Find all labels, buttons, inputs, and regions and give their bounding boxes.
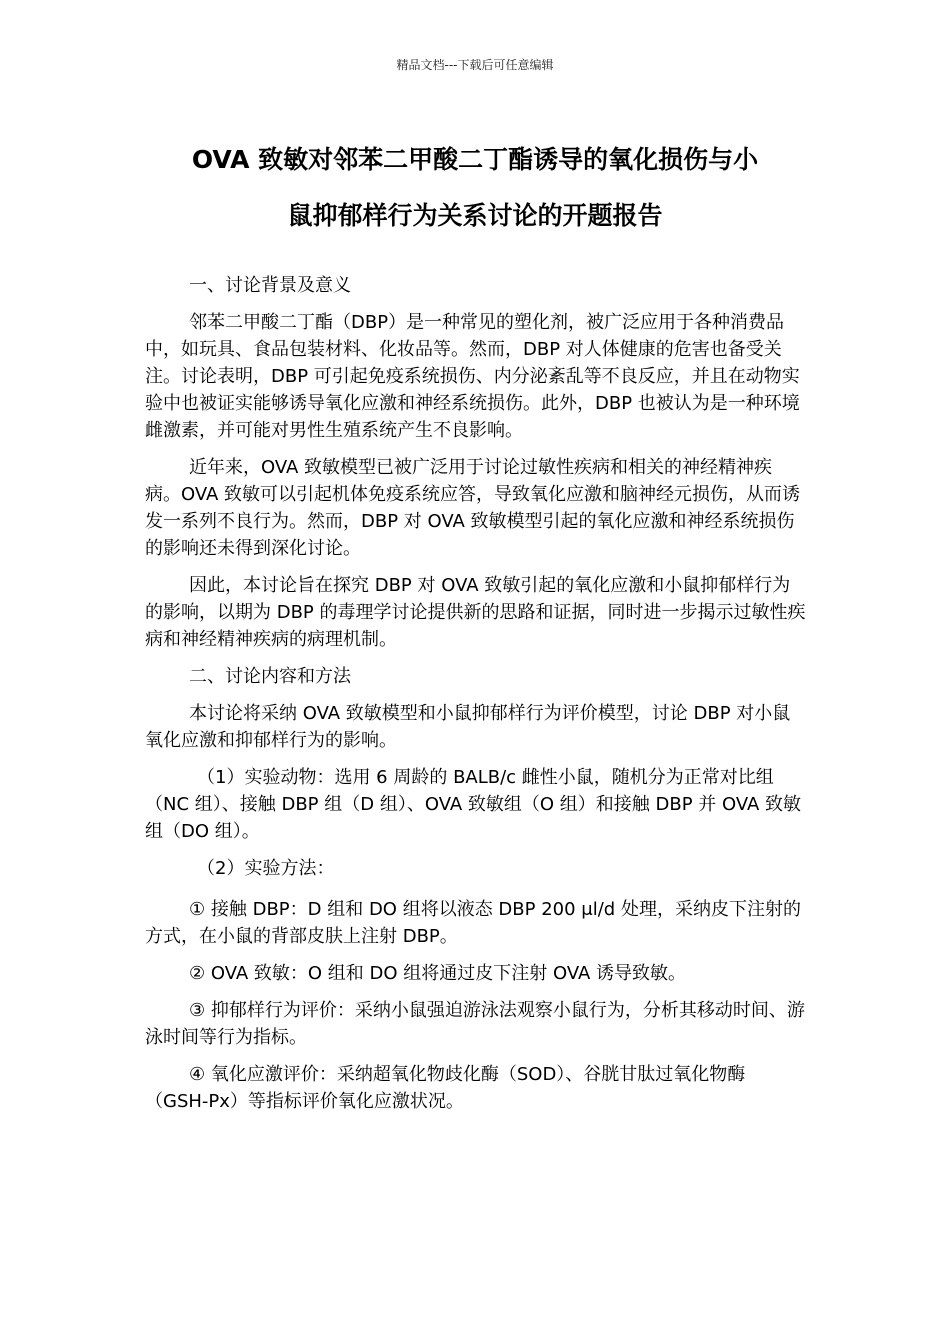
document-title-line-1: OVA 致敏对邻苯二甲酸二丁酯诱导的氧化损伤与小 <box>191 145 759 174</box>
paragraph-methods-intro: 本讨论将采纳 OVA 致敏模型和小鼠抑郁样行为评价模型，讨论 DBP 对小鼠氧化应激和抑郁样行为的影响。 <box>145 703 791 751</box>
list-item-experimental-methods: （2）实验方法： <box>197 858 335 879</box>
paragraph-dbp-overview: 邻苯二甲酸二丁酯（DBP）是一种常见的塑化剂，被广泛应用于各种消费品中，如玩具、食品包装材料、化妆品等。然而，DBP 对人体健康的危害也备受关注。讨论表明，DBP 可引起免疫系统损伤、内分泌紊乱等不良反应，并且在动物实验中也被证实能够诱导氧化应激和神经系统损伤。此外，DBP 也被认为是一种环境雌激素，并可能对男性生殖系统产生不良影响。 <box>145 312 800 441</box>
method-item-oxidative-stress-evaluation: ④ 氧化应激评价：采纳超氧化物歧化酶（SOD）、谷胱甘肽过氧化物酶（GSH-Px）等指标评价氧化应激状况。 <box>145 1064 746 1112</box>
list-item-experimental-animals: （1）实验动物：选用 6 周龄的 BALB/c 雌性小鼠，随机分为正常对比组（NC 组）、接触 DBP 组（D 组）、OVA 致敏组（O 组）和接触 DBP 并 OVA 致敏组（DO 组）。 <box>145 767 802 842</box>
method-item-ova-sensitization: ② OVA 致敏：O 组和 DO 组将通过皮下注射 OVA 诱导致敏。 <box>189 963 687 984</box>
method-item-depression-evaluation: ③ 抑郁样行为评价：采纳小鼠强迫游泳法观察小鼠行为，分析其移动时间、游泳时间等行为指标。 <box>145 1000 805 1048</box>
document-title-line-2: 鼠抑郁样行为关系讨论的开题报告 <box>287 201 663 230</box>
section-heading-methods: 二、讨论内容和方法 <box>189 666 351 687</box>
method-item-dbp-exposure: ① 接触 DBP：D 组和 DO 组将以液态 DBP 200 μl/d 处理，采纳皮下注射的方式，在小鼠的背部皮肤上注射 DBP。 <box>145 899 801 947</box>
paragraph-ova-model: 近年来，OVA 致敏模型已被广泛用于讨论过敏性疾病和相关的神经精神疾病。OVA 致敏可以引起机体免疫系统应答，导致氧化应激和脑神经元损伤，从而诱发一系列不良行为。然而，DBP 对 OVA 致敏模型引起的氧化应激和神经系统损伤的影响还未得到深化讨论。 <box>145 457 801 559</box>
page-header-note: 精品文档---下载后可任意编辑 <box>396 58 554 72</box>
section-heading-background: 一、讨论背景及意义 <box>189 275 351 296</box>
document-body <box>145 272 807 1125</box>
paragraph-study-purpose: 因此，本讨论旨在探究 DBP 对 OVA 致敏引起的氧化应激和小鼠抑郁样行为的影响，以期为 DBP 的毒理学讨论提供新的思路和证据，同时进一步揭示过敏性疾病和神经精神疾病的病理机制。 <box>145 575 806 650</box>
document-title <box>145 132 805 244</box>
